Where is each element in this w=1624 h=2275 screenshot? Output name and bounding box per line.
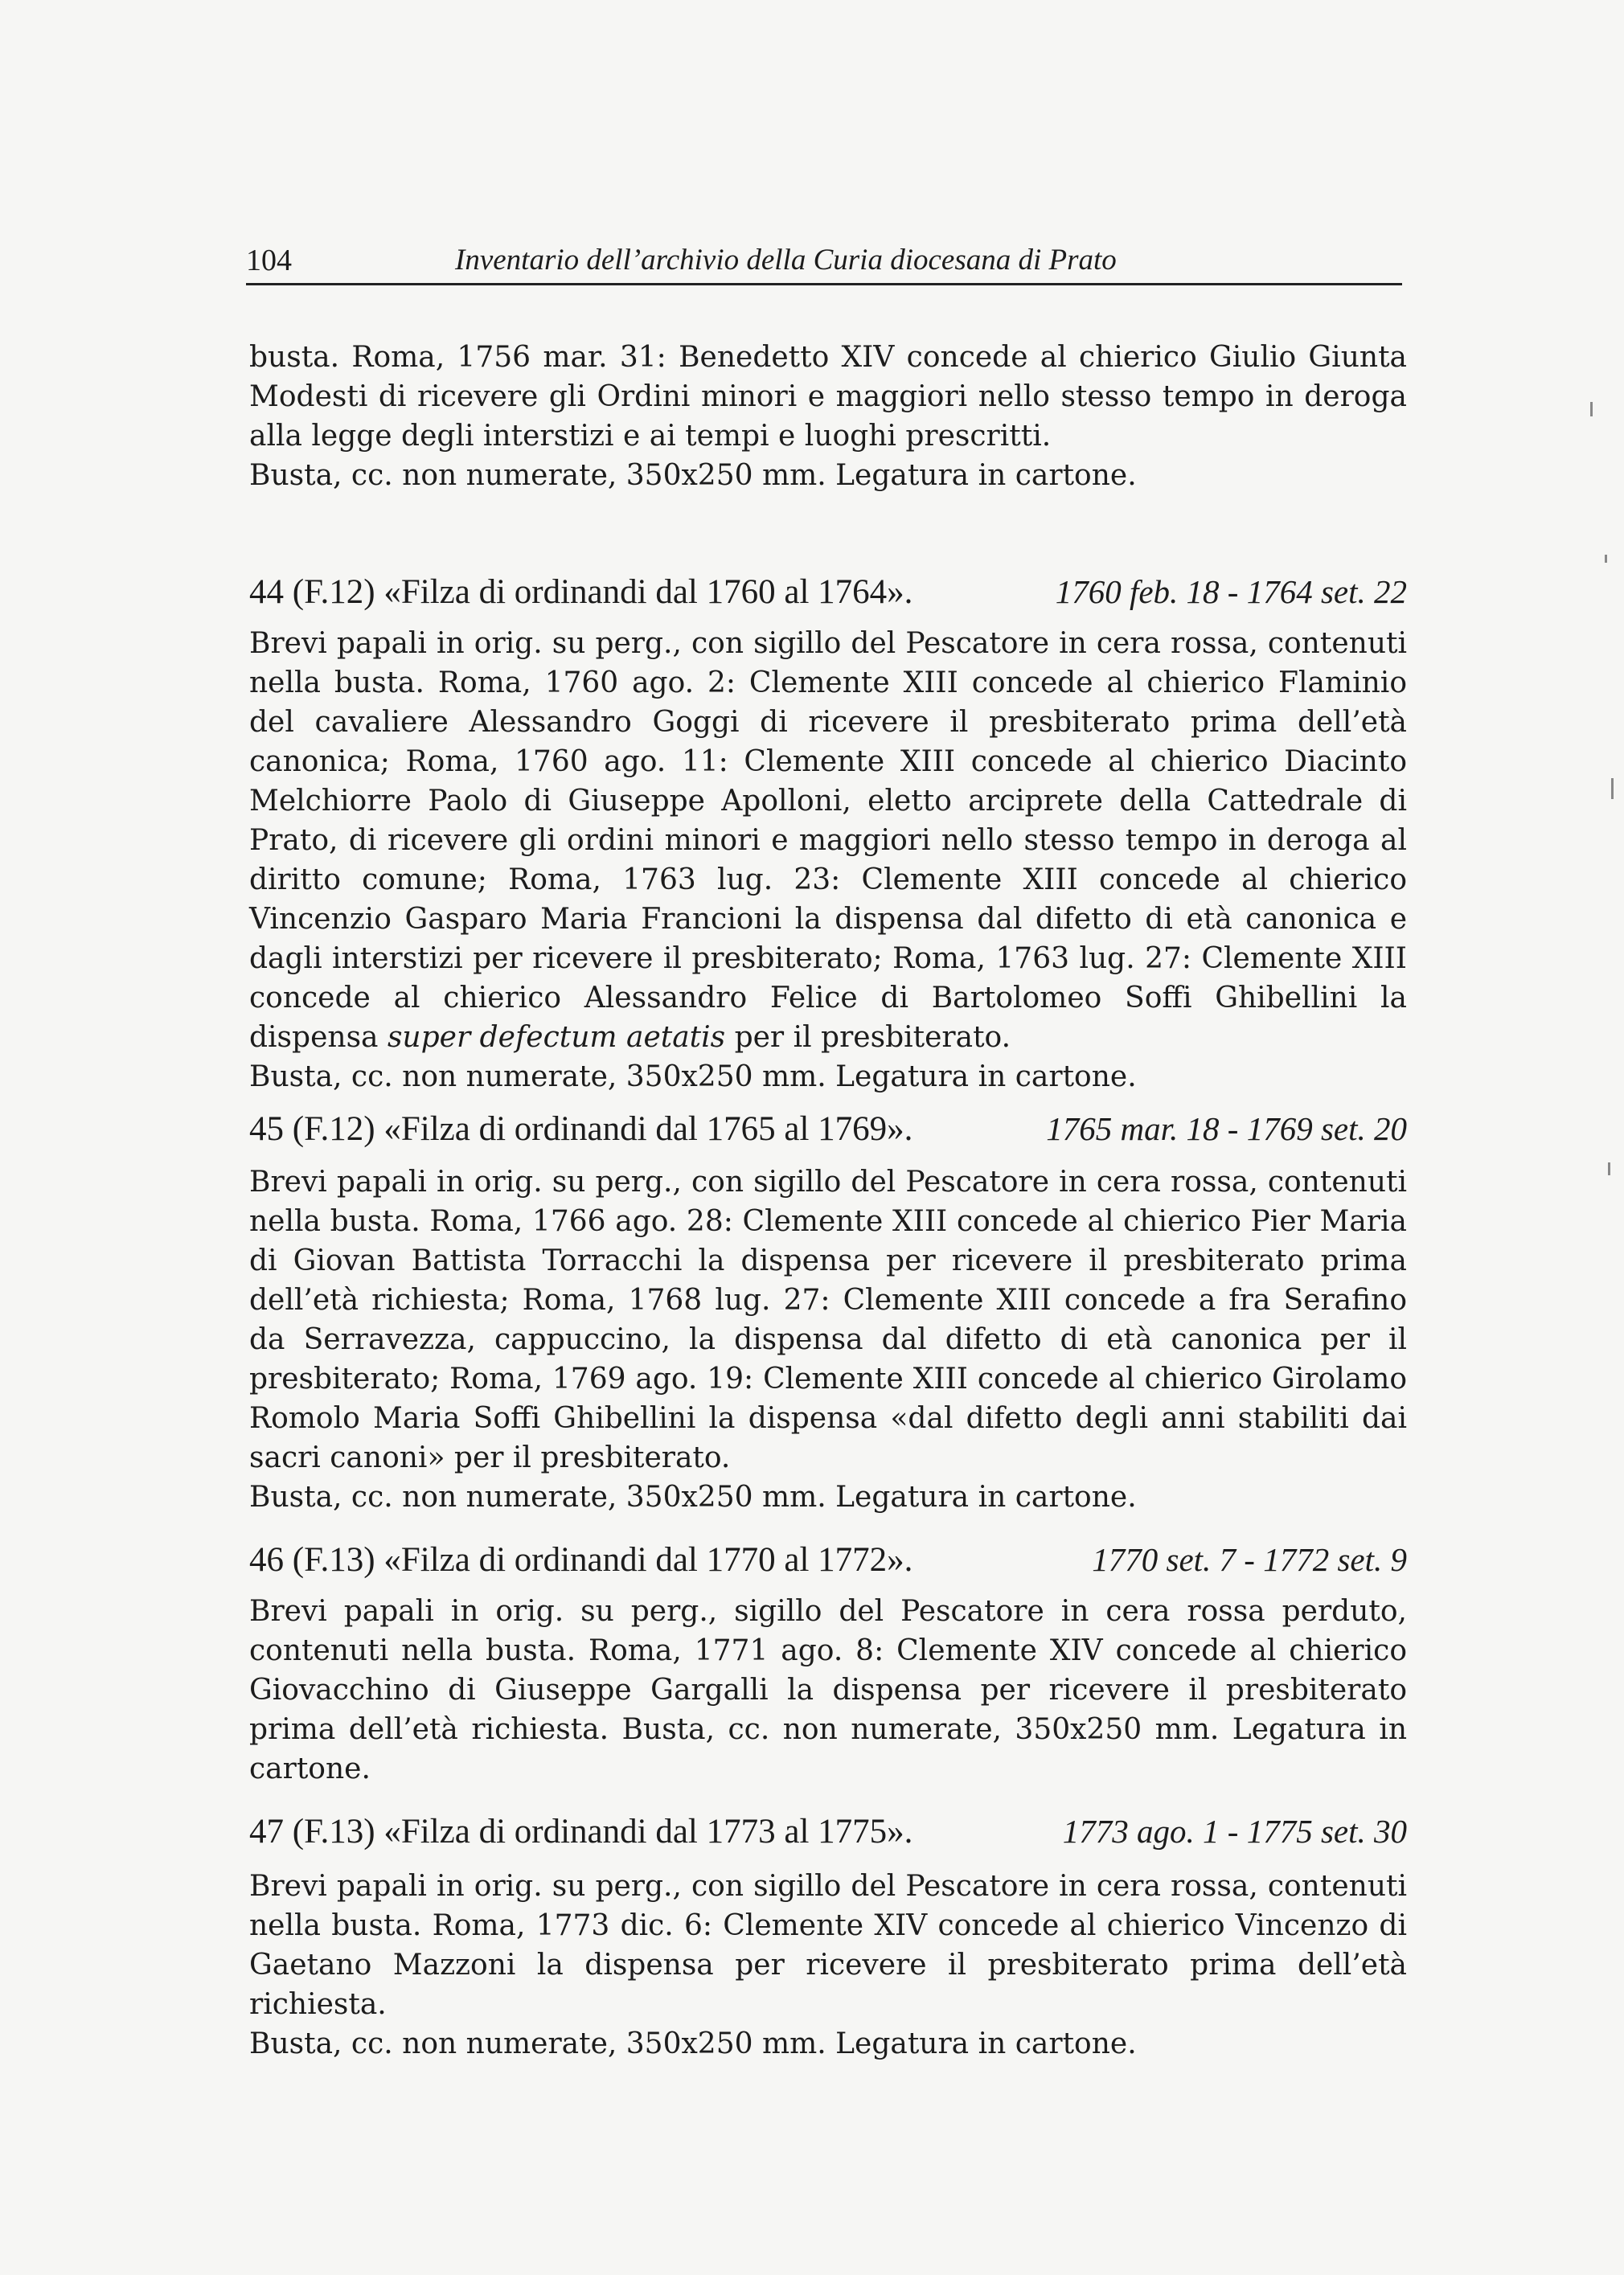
scan-speck (1605, 555, 1607, 563)
entry-title: 45 (F.12) «Filza di ordinandi dal 1765 al 1769». (249, 1110, 913, 1148)
entry-dates: 1760 feb. 18 - 1764 set. 22 (1055, 573, 1407, 610)
entry-title: 44 (F.12) «Filza di ordinandi dal 1760 al 1764». (249, 573, 913, 611)
entry-description (249, 1592, 1407, 1789)
entry-title: 47 (F.13) «Filza di ordinandi dal 1773 al 1775». (249, 1813, 913, 1851)
intro-text: busta. Roma, 1756 mar. 31: Benedetto XIV concede al chierico Giulio Giunta Modesti di ricevere gli Ordini minori e maggiori nello stesso tempo in deroga alla legge degli interstizi e ai tempi e luoghi prescritti. (249, 341, 1407, 453)
entry-physical: Busta, cc. non numerate, 350x250 mm. Legatura in cartone. (249, 2027, 1137, 2060)
entry-47-heading (249, 1812, 1407, 1857)
running-title: Inventario dell’archivio della Curia diocesana di Prato (455, 244, 1117, 277)
scan-speck (1608, 1162, 1610, 1175)
intro-paragraph (249, 338, 1407, 495)
intro-body (249, 338, 1407, 495)
entry-45-heading (249, 1109, 1407, 1154)
entry-description (249, 1867, 1407, 2064)
scan-speck (1611, 778, 1614, 799)
entry-47-body (249, 1867, 1407, 2064)
entry-text: Brevi papali in orig. su perg., con sigillo del Pescatore in cera rossa, contenuti nella busta. Roma, 1773 dic. 6: Clemente XIV concede al chierico Vincenzo di Gaetano Mazzoni la dispensa per ricevere il presbiterato prima dell’età richiesta. (249, 1870, 1407, 2021)
entry-description (249, 1162, 1407, 1517)
page-number: 104 (246, 244, 292, 277)
intro-physical: Busta, cc. non numerate, 350x250 mm. Legatura in cartone. (249, 459, 1137, 492)
entry-text: Brevi papali in orig. su perg., sigillo del Pescatore in cera rossa perduto, contenuti nella busta. Roma, 1771 ago. 8: Clemente XIV concede al chierico Giovacchino di Giuseppe Gargalli la dispensa per ricevere il presbiterato prima dell’età richiesta. Busta, cc. non numerate, 350x250 mm. Legatura in cartone. (249, 1595, 1407, 1785)
entry-46-heading (249, 1540, 1407, 1585)
running-header (246, 238, 1402, 285)
scan-speck (1590, 402, 1593, 416)
entry-text: Brevi papali in orig. su perg., con sigillo del Pescatore in cera rossa, contenuti nella busta. Roma, 1760 ago. 2: Clemente XIII concede al chierico Flaminio del cavaliere Alessandro Goggi di ricevere il presbiterato prima dell’età canonica; Roma, 1760 ago. 11: Clemente XIII concede al chierico Diacinto Melchiorre Paolo di Giuseppe Apolloni, eletto arciprete della Cattedrale di Prato, di ricevere gli ordini minori e maggiori nello stesso tempo in deroga al diritto comune; Roma, 1763 lug. 23: Clemente XIII concede al chierico Vincenzio Gasparo Maria Francioni la dispensa dal difetto di età canonica e dagli interstizi per ricevere il presbiterato; Roma, 1763 lug. 27: Clemente XIII concede al chierico Alessandro Felice di Bartolomeo Soffi Ghibellini la dispensa (249, 627, 1407, 1054)
entry-dates: 1773 ago. 1 - 1775 set. 30 (1062, 1813, 1407, 1850)
entry-44-body (249, 624, 1407, 1097)
latin-phrase: super defectum aetatis (387, 1021, 726, 1054)
entry-45-body (249, 1162, 1407, 1517)
entry-title: 46 (F.13) «Filza di ordinandi dal 1770 al 1772». (249, 1541, 913, 1579)
entry-physical: Busta, cc. non numerate, 350x250 mm. Legatura in cartone. (249, 1481, 1137, 1514)
entry-dates: 1770 set. 7 - 1772 set. 9 (1092, 1541, 1407, 1578)
entry-46-body (249, 1592, 1407, 1789)
entry-physical: Busta, cc. non numerate, 350x250 mm. Legatura in cartone. (249, 1060, 1137, 1093)
entry-text: Brevi papali in orig. su perg., con sigillo del Pescatore in cera rossa, contenuti nella busta. Roma, 1766 ago. 28: Clemente XIII concede al chierico Pier Maria di Giovan Battista Torracchi la dispensa per ricevere il presbiterato prima dell’età richiesta; Roma, 1768 lug. 27: Clemente XIII concede a fra Serafino da Serravezza, cappuccino, la dispensa dal difetto di età canonica per il presbiterato; Roma, 1769 ago. 19: Clemente XIII concede al chierico Girolamo Romolo Maria Soffi Ghibellini la dispensa «dal difetto degli anni stabiliti dai sacri canoni» per il presbiterato. (249, 1166, 1407, 1474)
entry-text-end: per il presbiterato. (725, 1021, 1011, 1054)
entry-dates: 1765 mar. 18 - 1769 set. 20 (1046, 1110, 1407, 1147)
entry-44-heading (249, 572, 1407, 617)
entry-description (249, 624, 1407, 1097)
